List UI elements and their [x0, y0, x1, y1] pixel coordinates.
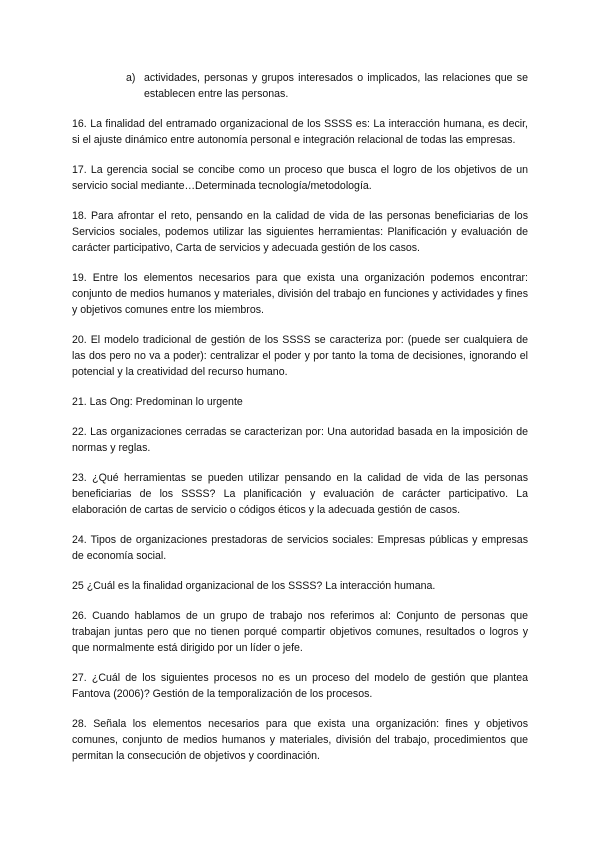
question-21: 21. Las Ong: Predominan lo urgente: [72, 396, 243, 408]
question-23: 23. ¿Qué herramientas se pueden utilizar pensando en la calidad de vida de las personas beneficiarias de los SSSS? La planificación y evaluación de carácter participativo. La elaboración de cartas de servicio o códigos éticos y la adecuada gestión de casos.: [72, 472, 528, 516]
question-24: 24. Tipos de organizaciones prestadoras de servicios sociales: Empresas públicas y empresas de economía social.: [72, 534, 528, 562]
question-25: 25 ¿Cuál es la finalidad organizacional de los SSSS? La interacción humana.: [72, 580, 436, 592]
sub-item-marker: a): [126, 72, 136, 84]
sub-item-text: actividades, personas y grupos interesados o implicados, las relaciones que se establecen entre las personas.: [144, 72, 528, 100]
document-page: [72, 70, 528, 778]
question-27: 27. ¿Cuál de los siguientes procesos no es un proceso del modelo de gestión que plantea Fantova (2006)? Gestión de la temporalización de los procesos.: [72, 672, 528, 700]
sub-item-a: [72, 70, 528, 102]
question-19: 19. Entre los elementos necesarios para que exista una organización podemos encontrar: conjunto de medios humanos y materiales, división del trabajo en funciones y actividades y fines y objetivos comunes entre los miembros.: [72, 272, 528, 316]
question-28: 28. Señala los elementos necesarios para que exista una organización: fines y objetivos comunes, conjunto de medios humanos y materiales, división del trabajo, procedimientos que permitan la consecución de objetivos y coordinación.: [72, 718, 528, 762]
question-20: 20. El modelo tradicional de gestión de los SSSS se caracteriza por: (puede ser cualquiera de las dos pero no va a poder): centralizar el poder y por tanto la toma de decisiones, ignorando el potencial y la creatividad del recurso humano.: [72, 334, 528, 378]
question-26: 26. Cuando hablamos de un grupo de trabajo nos referimos al: Conjunto de personas que trabajan juntas pero que no tienen porqué compartir objetivos comunes, resultados o logros y que normalmente está dirigido por un líder o jefe.: [72, 610, 528, 654]
question-16: 16. La finalidad del entramado organizacional de los SSSS es: La interacción humana, es decir, si el ajuste dinámico entre autonomía personal e integración relacional de todas las empresas.: [72, 118, 528, 146]
question-17: 17. La gerencia social se concibe como un proceso que busca el logro de los objetivos de un servicio social mediante…Determinada tecnología/metodología.: [72, 164, 528, 192]
question-18: 18. Para afrontar el reto, pensando en la calidad de vida de las personas beneficiarias de los Servicios sociales, podemos utilizar las siguientes herramientas: Planificación y evaluación de carácter participativo, Carta de servicios y adecuada gestión de los casos.: [72, 210, 528, 254]
question-22: 22. Las organizaciones cerradas se caracterizan por: Una autoridad basada en la imposición de normas y reglas.: [72, 426, 528, 454]
